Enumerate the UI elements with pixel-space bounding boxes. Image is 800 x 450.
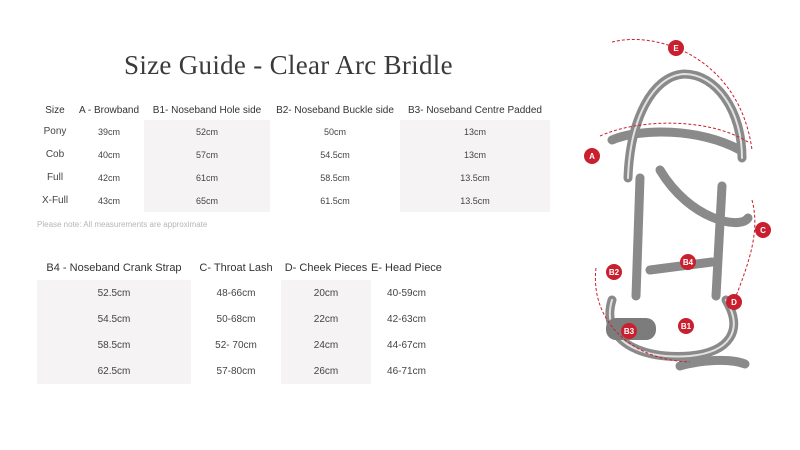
cell: 58.5cm [320,172,350,183]
chin-strap [680,360,745,366]
cell: 62.5cm [37,358,191,384]
svg-text:A: A [589,152,595,161]
cell: 24cm [281,332,371,358]
cell: 57-80cm [216,365,256,377]
cell: 40cm [97,149,120,160]
cell: 13.5cm [400,189,550,212]
cell: 22cm [281,306,371,332]
cell: 52- 70cm [215,339,257,351]
table-row [37,332,442,358]
left-cheek-strap [636,178,640,296]
headpiece-strap [628,74,742,178]
cell: 57cm [144,143,270,166]
cell: X-Full [41,195,69,206]
cell: Full [46,172,64,183]
cell: 61cm [144,166,270,189]
cell: 26cm [281,358,371,384]
svg-text:D: D [731,298,737,307]
svg-text:B4: B4 [682,258,694,267]
svg-text:B3: B3 [623,327,635,336]
cell: 44-67cm [387,339,426,351]
cell: 52cm [144,120,270,143]
cell: Pony [43,126,67,137]
table-row [36,189,550,212]
cell: 46-71cm [387,365,426,377]
cell: 39cm [97,126,120,137]
cell: 20cm [281,280,371,306]
cell: 50-68cm [216,313,256,325]
svg-text:B1: B1 [680,322,692,331]
col-header-head-piece: E- Head Piece [371,262,442,274]
col-header-throat-lash: C- Throat Lash [199,262,273,274]
cell: 40-59cm [387,287,426,299]
table-row [37,280,442,306]
cell: 42cm [97,172,120,183]
table-header-row [36,100,550,120]
cell: 13cm [400,120,550,143]
badge-c [755,222,771,238]
table-row [36,166,550,189]
cell: 54.5cm [37,306,191,332]
svg-text:E: E [673,44,679,53]
badge-d [726,294,742,310]
col-header-browband: A - Browband [78,104,140,116]
table-row [37,306,442,332]
table-row [36,120,550,143]
col-header-size: Size [45,104,65,116]
cell: 48-66cm [216,287,256,299]
badge-b3 [621,323,637,339]
page-title: Size Guide - Clear Arc Bridle [124,50,453,80]
badge-a [584,148,600,164]
cell: 13cm [400,143,550,166]
cell: 52.5cm [37,280,191,306]
col-header-noseband-hole: B1- Noseband Hole side [152,104,262,116]
right-cheek-strap [716,186,722,296]
cell: 43cm [97,195,120,206]
table-header-row [37,256,442,280]
cell: 65cm [144,189,270,212]
badge-b2 [606,264,622,280]
cell: 61.5cm [320,195,350,206]
table-row [37,358,442,384]
size-table-straps [37,256,442,384]
table-row [36,143,550,166]
svg-text:C: C [760,226,766,235]
col-header-noseband-buckle: B2- Noseband Buckle side [276,104,394,116]
cell: 54.5cm [320,149,350,160]
svg-text:B2: B2 [608,268,620,277]
cell: 58.5cm [37,332,191,358]
bridle-diagram [570,36,800,396]
cell: 13.5cm [400,166,550,189]
col-header-cheek-pieces: D- Cheek Pieces [284,262,368,274]
size-table-main [36,100,550,212]
badge-b4 [680,254,696,270]
cell: 50cm [323,126,346,137]
cell: Cob [45,149,65,160]
badge-b1 [678,318,694,334]
col-header-noseband-centre: B3- Noseband Centre Padded [408,104,542,116]
measurement-note: Please note: All measurements are approximate [37,220,208,229]
cell: 42-63cm [387,313,426,325]
col-header-crank-strap: B4 - Noseband Crank Strap [46,262,182,274]
throat-lash-strap [660,170,748,223]
badge-e [668,40,684,56]
